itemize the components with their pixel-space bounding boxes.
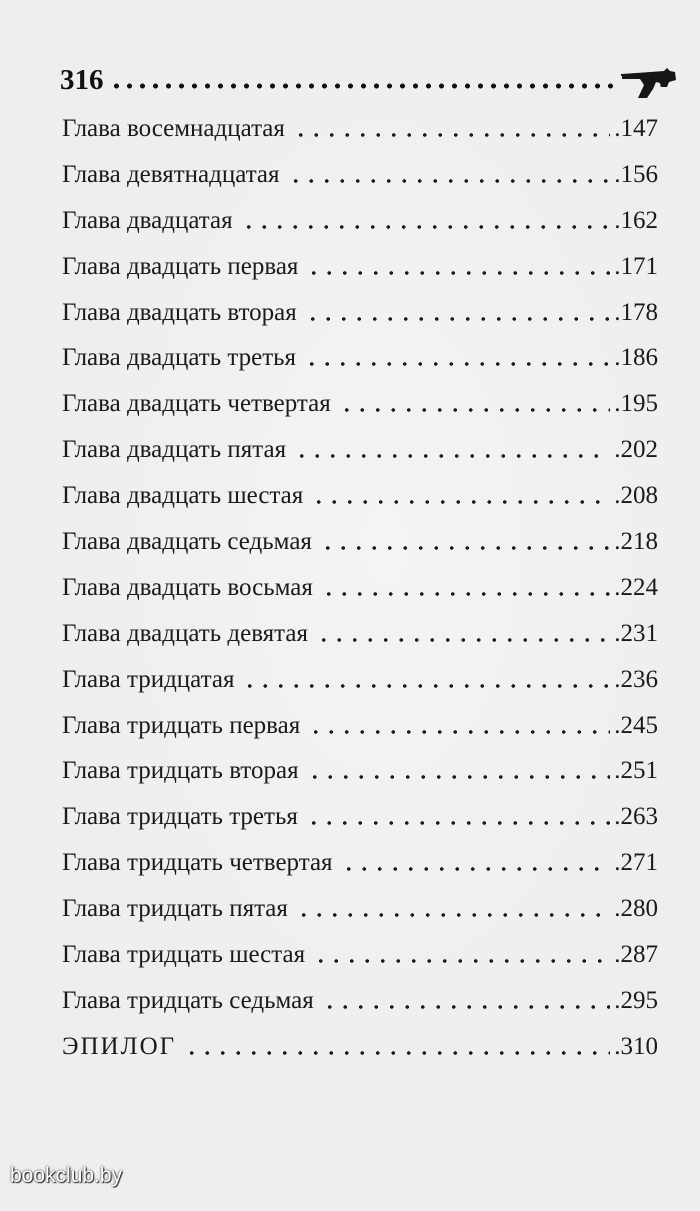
toc-entry-title: Глава двадцать первая: [62, 252, 299, 280]
toc-dot-leader: [294, 452, 610, 460]
toc-dot-leader: [320, 544, 610, 552]
toc-dot-leader: [293, 131, 610, 139]
toc-dot-leader: [288, 177, 611, 185]
toc-entry-page: .245: [614, 711, 658, 739]
toc-entry-page: .224: [614, 573, 658, 601]
toc-entry-title: Глава тридцать вторая: [62, 757, 299, 785]
toc-entry: [62, 106, 658, 152]
toc-entry: [62, 427, 658, 473]
toc-entry: [62, 519, 658, 565]
toc-entry-page: .271: [614, 849, 658, 877]
toc-dot-leader: [306, 819, 610, 827]
toc-dot-leader: [341, 865, 611, 873]
toc-entry-page: .287: [614, 940, 658, 968]
toc-dot-leader: [321, 590, 610, 598]
toc-entry-page: .171: [614, 252, 658, 280]
toc-dot-leader: [304, 360, 610, 368]
toc-entry-page: .218: [614, 527, 658, 555]
toc-dot-leader: [296, 911, 610, 919]
toc-entry: [62, 657, 658, 703]
toc-entry-page: .263: [614, 803, 658, 831]
toc-entry: [62, 152, 658, 198]
toc-dot-leader: [307, 773, 611, 781]
toc-entry-page: .295: [614, 986, 658, 1014]
toc-entry-title: Глава двадцать девятая: [62, 619, 308, 647]
toc-entry: [62, 611, 658, 657]
toc-entry: [62, 703, 658, 749]
toc-entry-page: .195: [614, 390, 658, 418]
toc-dot-leader: [313, 957, 610, 965]
toc-dot-leader: [322, 1003, 611, 1011]
toc-dot-leader: [184, 1049, 610, 1057]
toc-dot-leader: [311, 498, 610, 506]
site-watermark: bookclub.by: [10, 1164, 123, 1187]
page-header: [60, 58, 680, 102]
toc-entry-title: Глава тридцать шестая: [62, 940, 306, 968]
page-number: 316: [60, 63, 104, 96]
toc-entry-page: .156: [614, 160, 658, 188]
toc-entry-title: Глава двадцать вторая: [62, 298, 297, 326]
toc-entry: [62, 565, 658, 611]
toc-entry-page: .236: [614, 665, 658, 693]
toc-entry-title: Глава восемнадцатая: [62, 114, 285, 142]
toc-dot-leader: [241, 223, 611, 231]
toc-entry-title: Глава двадцать шестая: [62, 482, 304, 510]
toc-entry: [62, 794, 658, 840]
toc-entry: [62, 748, 658, 794]
toc-entry: [62, 473, 658, 519]
toc-dot-leader: [242, 682, 610, 690]
toc-dot-leader: [306, 269, 610, 277]
toc-entry: [62, 244, 658, 290]
toc-entry-title: Глава тридцать седьмая: [62, 986, 314, 1014]
toc-entry: [62, 198, 658, 244]
toc-dot-leader: [308, 728, 610, 736]
header-dot-leader: [110, 81, 615, 91]
toc-entry-title: Глава тридцать пятая: [62, 895, 288, 923]
toc-entry: [62, 381, 658, 427]
toc-entry-title: Глава тридцать четвертая: [62, 849, 333, 877]
toc-entry-page: .231: [614, 619, 658, 647]
toc-entry-title: Глава двадцать восьмая: [62, 573, 313, 601]
toc-entry-title: Глава тридцать третья: [62, 803, 298, 831]
toc-entry-title: Глава двадцать седьмая: [62, 527, 312, 555]
toc-entry-page: .310: [614, 1032, 658, 1060]
toc-entry-title: Глава двадцать третья: [62, 344, 297, 372]
toc-entry-page: .251: [614, 757, 658, 785]
table-of-contents: [62, 106, 658, 1070]
toc-dot-leader: [339, 406, 611, 414]
toc-entry-page: .186: [614, 344, 658, 372]
toc-entry-title: Глава девятнадцатая: [62, 160, 280, 188]
toc-entry-title: Глава двадцатая: [62, 206, 233, 234]
toc-entry: [62, 1024, 658, 1070]
toc-dot-leader: [305, 315, 610, 323]
toc-entry-title: Глава двадцать четвертая: [62, 390, 331, 418]
toc-entry: [62, 290, 658, 336]
toc-entry: [62, 335, 658, 381]
toc-entry-page: .178: [614, 298, 658, 326]
toc-entry: [62, 932, 658, 978]
toc-entry-page: .202: [614, 436, 658, 464]
toc-entry: [62, 840, 658, 886]
toc-entry-title: Глава тридцатая: [62, 665, 235, 693]
toc-entry: [62, 978, 658, 1024]
toc-entry-page: .162: [614, 206, 658, 234]
toc-entry-page: .208: [614, 482, 658, 510]
revolver-icon: [620, 65, 680, 99]
toc-dot-leader: [316, 636, 610, 644]
toc-entry-page: .147: [614, 114, 658, 142]
toc-entry: [62, 886, 658, 932]
toc-entry-page: .280: [614, 895, 658, 923]
toc-entry-title: Глава двадцать пятая: [62, 436, 287, 464]
toc-entry-title: Глава тридцать первая: [62, 711, 301, 739]
toc-entry-title: ЭПИЛОГ: [62, 1032, 177, 1060]
